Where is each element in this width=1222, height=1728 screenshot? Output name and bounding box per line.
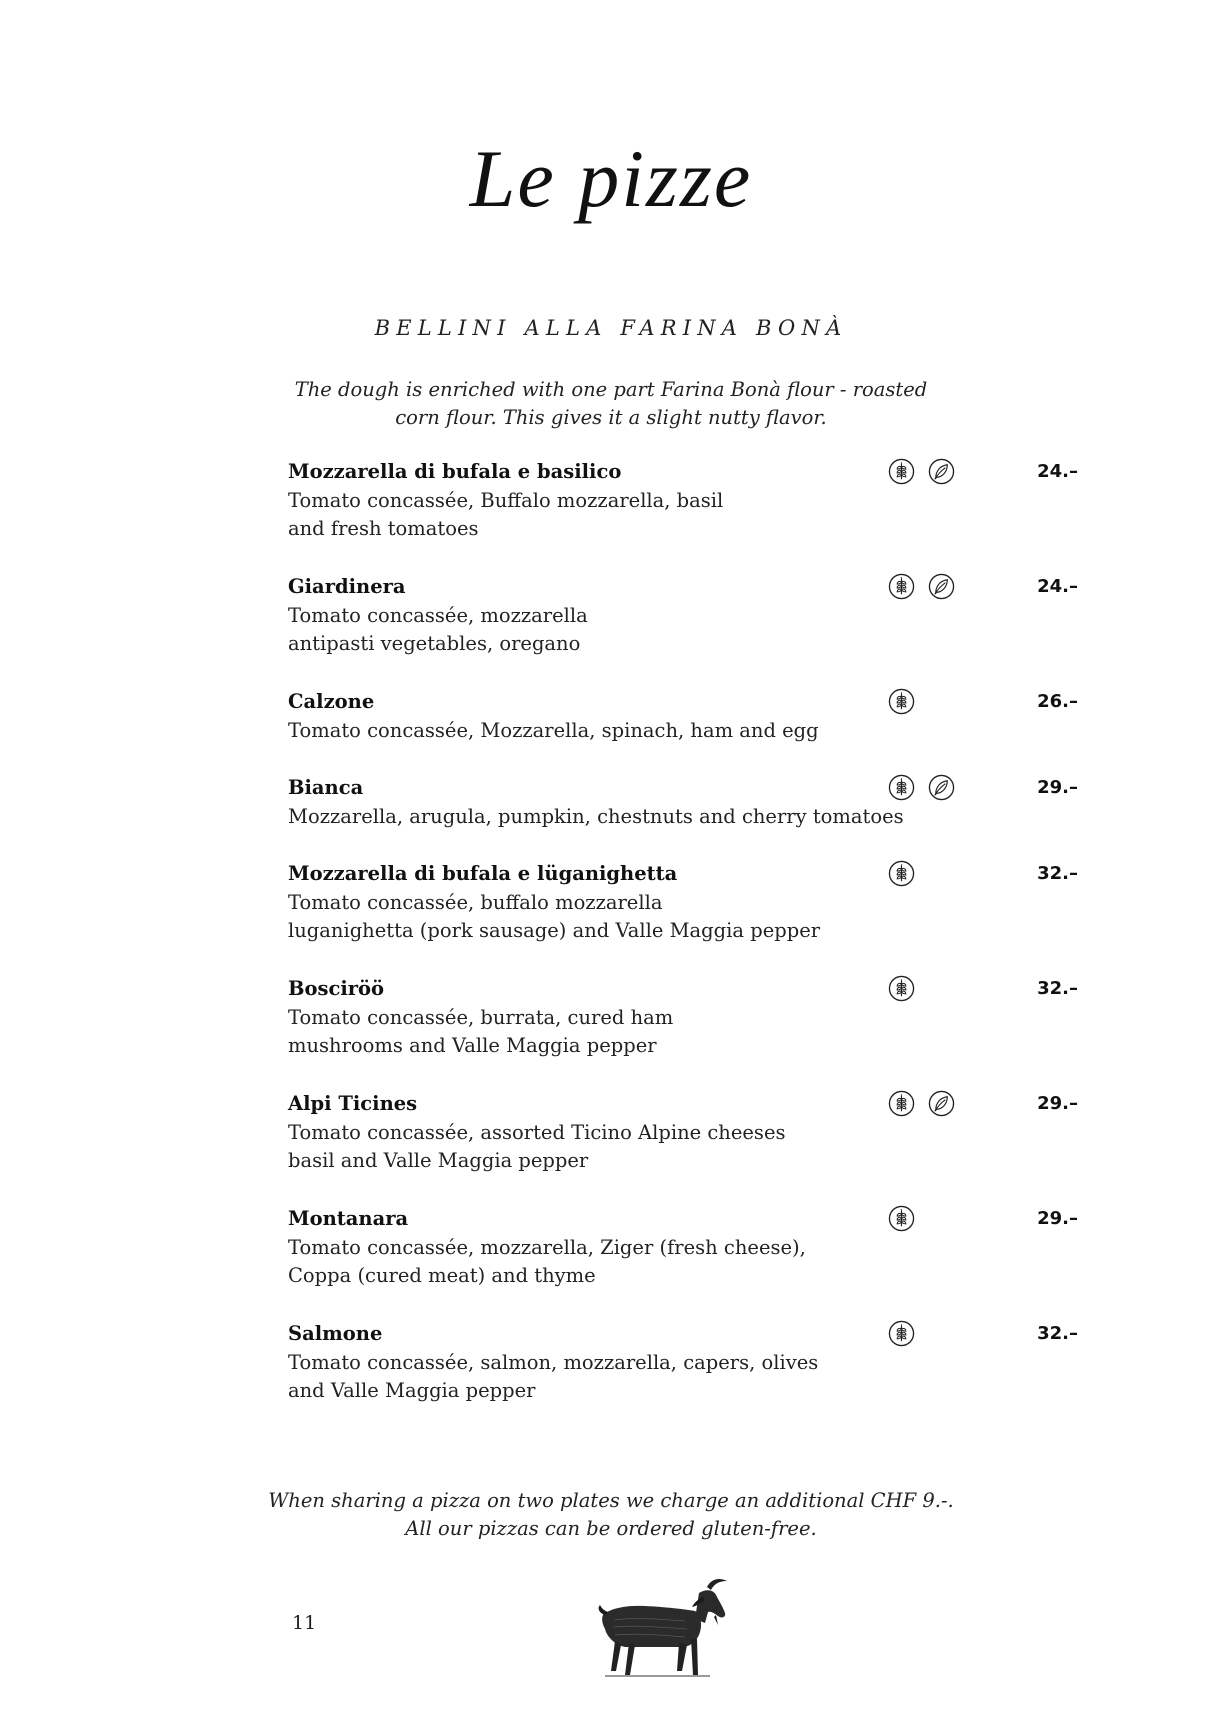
menu-item: [288, 572, 1088, 687]
item-description-line: Tomato concassée, mozzarella: [288, 604, 588, 627]
menu-item: [288, 773, 1088, 859]
item-name: Mozzarella di bufala e lüganighetta: [288, 862, 678, 885]
item-name: Giardinera: [288, 575, 406, 598]
grain-icon: [888, 975, 915, 1002]
grain-icon: [888, 458, 915, 485]
footer-note: [0, 1487, 1222, 1543]
item-description: [288, 1234, 928, 1290]
item-price: 24.–: [1037, 576, 1078, 597]
grain-icon: [888, 1205, 915, 1232]
item-description-line: Tomato concassée, burrata, cured ham: [288, 1006, 674, 1029]
item-name: Montanara: [288, 1207, 409, 1230]
item-description-line: mushrooms and Valle Maggia pepper: [288, 1034, 657, 1057]
item-description-line: Tomato concassée, Mozzarella, spinach, ham and egg: [288, 719, 819, 742]
item-description-line: luganighetta (pork sausage) and Valle Maggia pepper: [288, 919, 821, 942]
grain-icon: [888, 860, 915, 887]
grain-icon: [888, 1090, 915, 1117]
item-price: 32.–: [1037, 1323, 1078, 1344]
item-description-line: basil and Valle Maggia pepper: [288, 1149, 589, 1172]
grain-icon: [888, 774, 915, 801]
intro-text: The dough is enriched with one part Farina Bonà flour - roasted corn flour. This gives it a slight nutty flavor.: [294, 378, 928, 429]
item-price: 32.–: [1037, 978, 1078, 999]
menu-item: [288, 1319, 1088, 1434]
goat-illustration: [595, 1575, 730, 1679]
page-number: 11: [292, 1612, 317, 1634]
item-description: [288, 1349, 928, 1405]
item-description-line: Tomato concassée, salmon, mozzarella, capers, olives: [288, 1351, 819, 1374]
menu-item: [288, 1204, 1088, 1319]
item-price: 24.–: [1037, 461, 1078, 482]
item-name: Bianca: [288, 776, 364, 799]
section-title: BELLINI ALLA FARINA BONÀ: [374, 316, 848, 340]
menu-item: [288, 457, 1088, 572]
item-description: [288, 1004, 928, 1060]
leaf-icon: [928, 1090, 955, 1117]
item-description-line: Mozzarella, arugula, pumpkin, chestnuts and cherry tomatoes: [288, 805, 904, 828]
item-description-line: Tomato concassée, buffalo mozzarella: [288, 891, 663, 914]
item-description: [288, 487, 928, 543]
grain-icon: [888, 1320, 915, 1347]
leaf-icon: [928, 458, 955, 485]
page-title: Le pizze: [469, 133, 753, 224]
menu-item: [288, 974, 1088, 1089]
leaf-icon: [928, 774, 955, 801]
footer-line: All our pizzas can be ordered gluten-free.: [405, 1517, 817, 1540]
item-description-line: Tomato concassée, mozzarella, Ziger (fresh cheese),: [288, 1236, 806, 1259]
menu-item: [288, 687, 1088, 773]
item-name: Alpi Ticines: [288, 1092, 418, 1115]
item-description: [288, 717, 928, 745]
item-name: Salmone: [288, 1322, 383, 1345]
menu-items-list: [288, 457, 1088, 1434]
item-description: [288, 602, 928, 658]
item-description: [288, 1119, 928, 1175]
item-name: Mozzarella di bufala e basilico: [288, 460, 622, 483]
item-price: 26.–: [1037, 691, 1078, 712]
item-description: [288, 889, 928, 945]
item-price: 29.–: [1037, 1208, 1078, 1229]
item-description-line: and Valle Maggia pepper: [288, 1379, 536, 1402]
item-price: 29.–: [1037, 1093, 1078, 1114]
item-name: Calzone: [288, 690, 375, 713]
item-description: [288, 803, 928, 831]
item-description-line: Tomato concassée, assorted Ticino Alpine cheeses: [288, 1121, 786, 1144]
item-description-line: antipasti vegetables, oregano: [288, 632, 581, 655]
grain-icon: [888, 688, 915, 715]
leaf-icon: [928, 573, 955, 600]
grain-icon: [888, 573, 915, 600]
menu-item: [288, 859, 1088, 974]
item-description-line: Coppa (cured meat) and thyme: [288, 1264, 596, 1287]
footer-line: When sharing a pizza on two plates we charge an additional CHF 9.-.: [268, 1489, 954, 1512]
item-price: 29.–: [1037, 777, 1078, 798]
menu-item: [288, 1089, 1088, 1204]
item-description-line: and fresh tomatoes: [288, 517, 479, 540]
item-description-line: Tomato concassée, Buffalo mozzarella, basil: [288, 489, 724, 512]
item-name: Bosciröö: [288, 977, 385, 1000]
item-price: 32.–: [1037, 863, 1078, 884]
